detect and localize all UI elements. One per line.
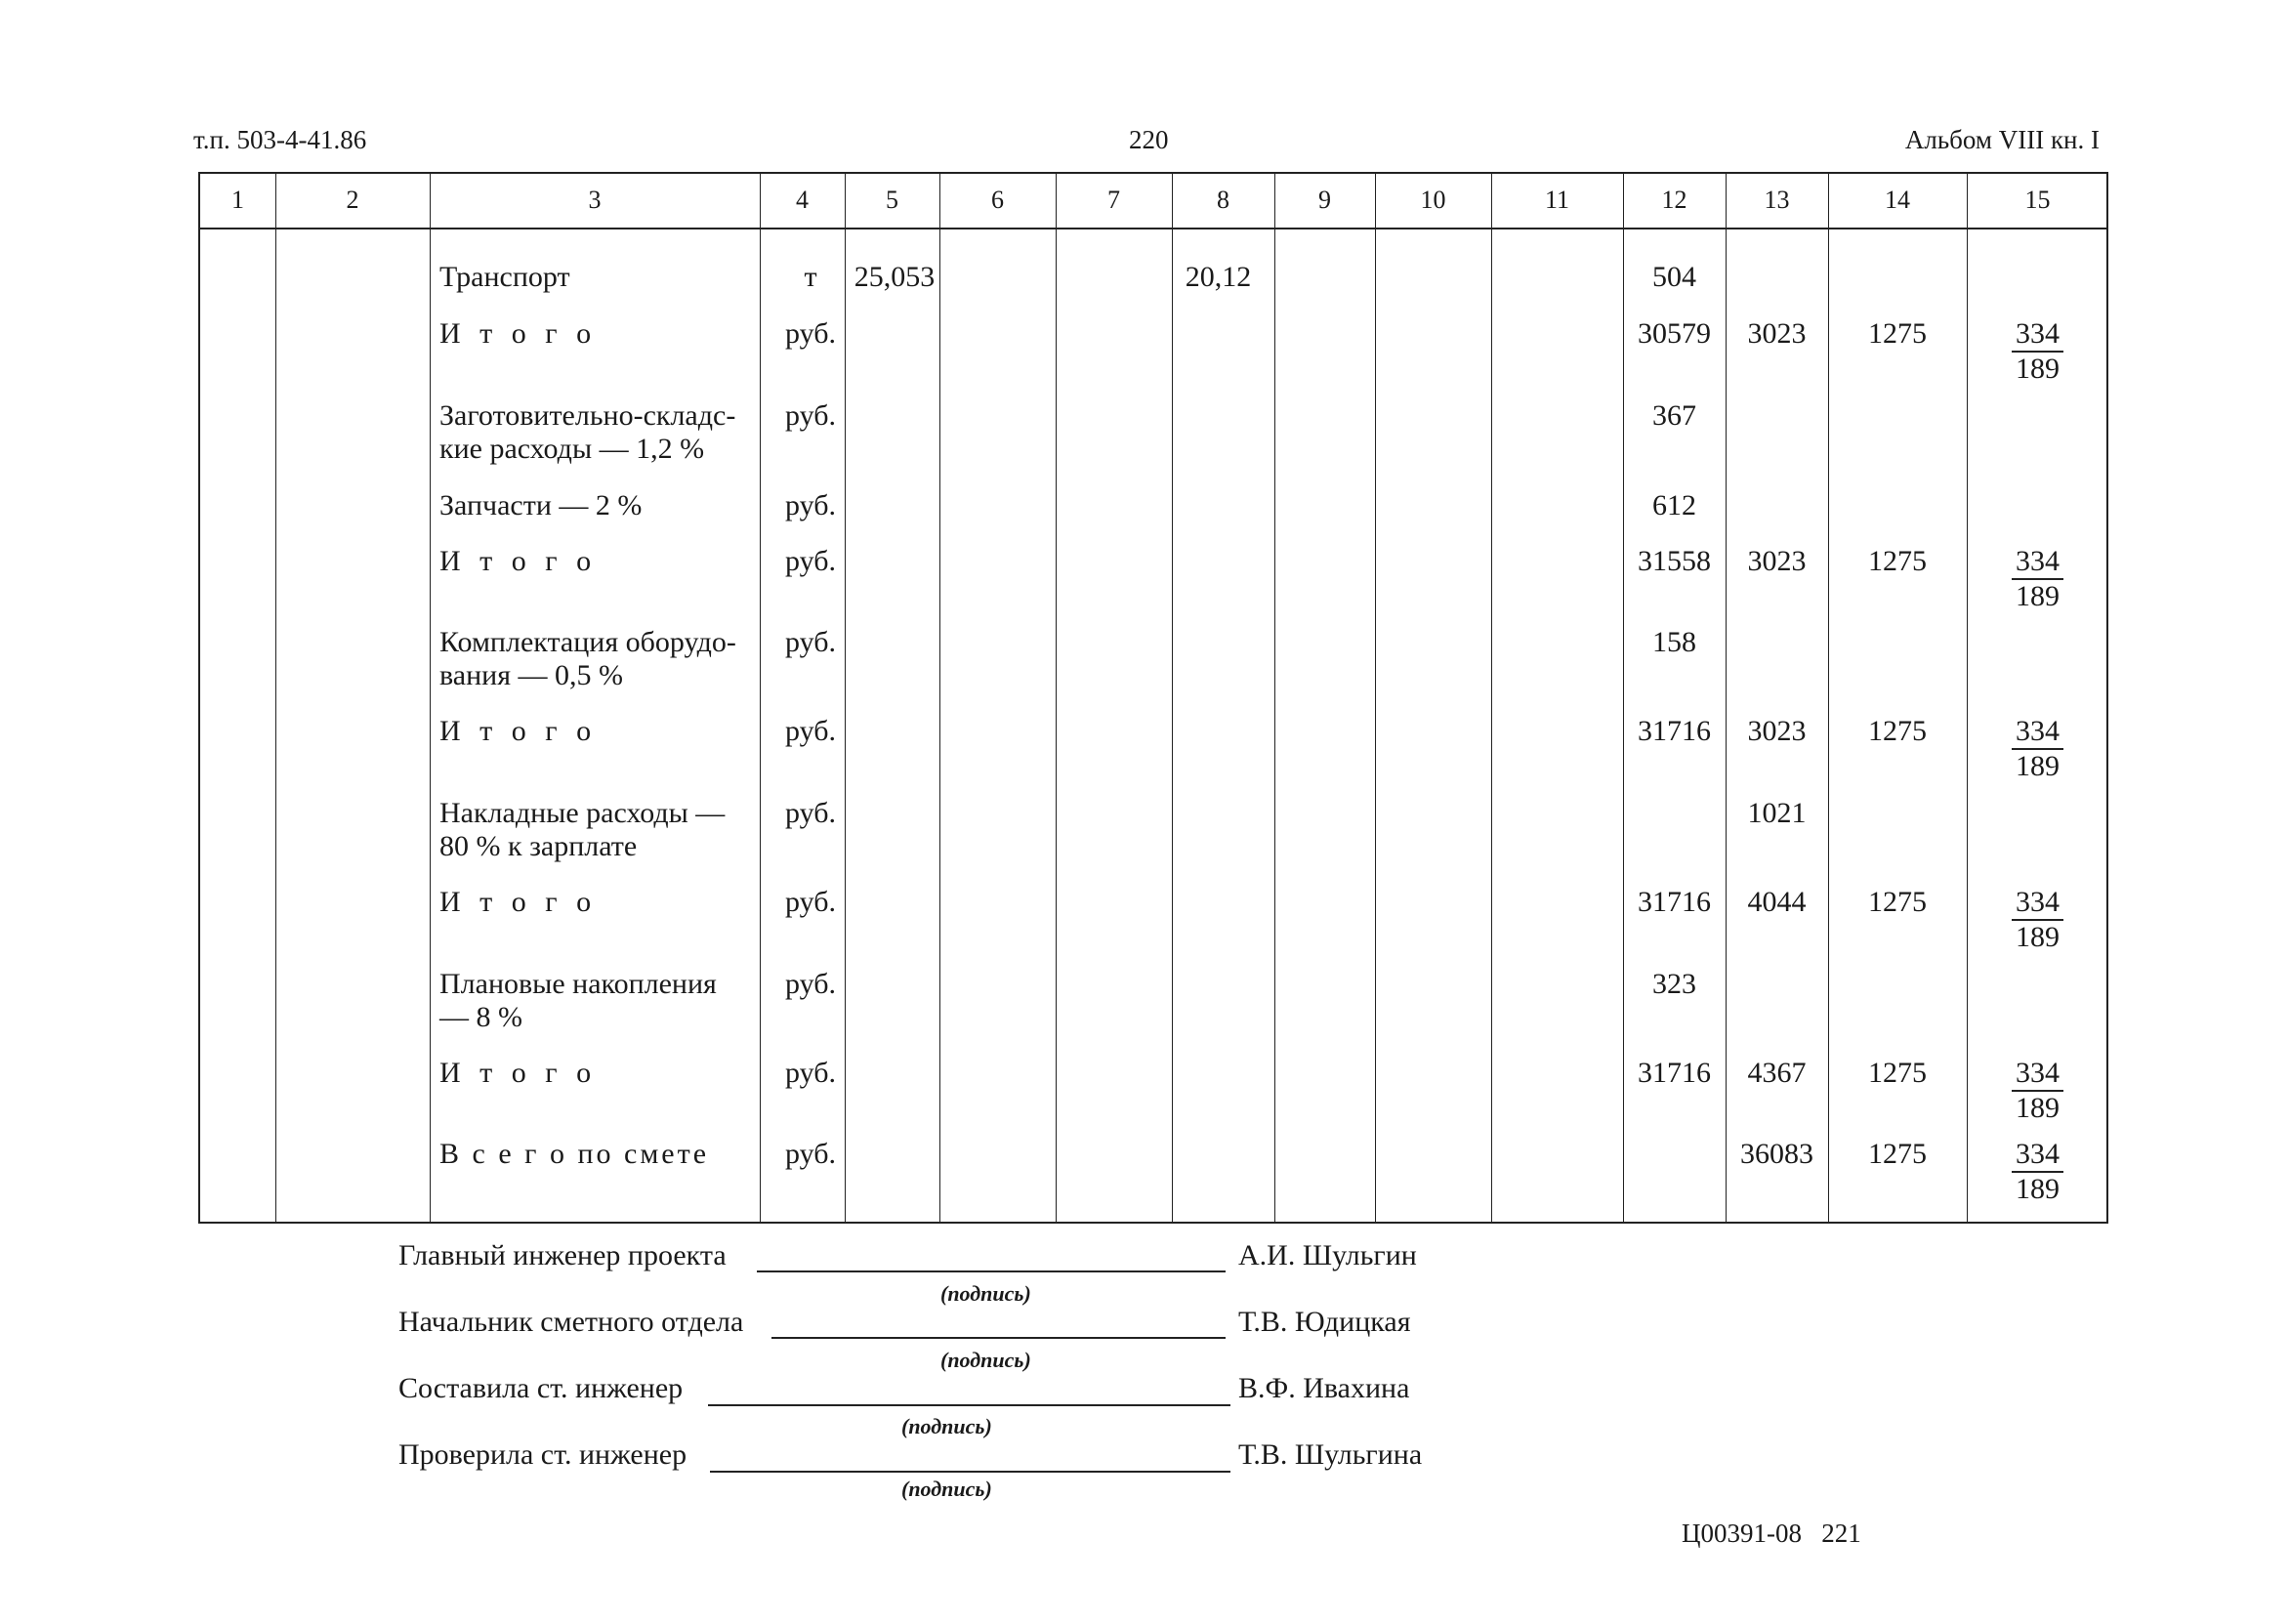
archive-code xyxy=(1682,1519,1861,1549)
header-divider xyxy=(200,228,2106,229)
row-machines: 1275 xyxy=(1868,715,1927,747)
row-machines: 1275 xyxy=(1868,545,1927,577)
column-divider xyxy=(1056,174,1057,1222)
row-rate: 20,12 xyxy=(1185,261,1252,293)
row-total: 612 xyxy=(1652,489,1696,521)
fraction-numerator: 334 xyxy=(2012,1057,2063,1092)
signature-note: (подпись) xyxy=(940,1348,1031,1372)
column-number: 6 xyxy=(991,186,1004,214)
fraction-denominator: 189 xyxy=(2016,750,2060,782)
column-number: 7 xyxy=(1107,186,1120,214)
row-total: 31716 xyxy=(1638,715,1711,747)
fraction-denominator: 189 xyxy=(2016,1173,2060,1205)
row-unit: руб. xyxy=(785,1138,836,1170)
row-name: Запчасти — 2 % xyxy=(439,489,643,521)
archive-code-value: Ц00391-08 xyxy=(1682,1519,1802,1548)
row-unit: руб. xyxy=(785,545,836,577)
document-code: т.п. 503-4-41.86 xyxy=(193,125,367,154)
row-wages: 3023 xyxy=(1747,545,1807,577)
signature-role: Главный инженер проекта xyxy=(398,1239,727,1271)
row-machines: 1275 xyxy=(1868,317,1927,350)
row-name: И т о г о xyxy=(439,545,598,577)
row-wages: 1021 xyxy=(1747,797,1807,829)
row-unit: руб. xyxy=(785,715,836,747)
fraction-numerator: 334 xyxy=(2012,317,2063,353)
fraction-numerator: 334 xyxy=(2012,886,2063,921)
signature-name: Т.В. Юдицкая xyxy=(1238,1306,1411,1338)
row-name: Заготовительно-складс-кие расходы — 1,2 % xyxy=(439,399,736,465)
row-total: 31716 xyxy=(1638,886,1711,918)
column-number: 8 xyxy=(1217,186,1229,214)
row-unit: руб. xyxy=(785,489,836,521)
row-name: И т о г о xyxy=(439,886,598,918)
archive-page: 221 xyxy=(1821,1519,1861,1548)
column-number: 12 xyxy=(1661,186,1687,214)
row-name: И т о г о xyxy=(439,317,598,350)
row-total: 158 xyxy=(1652,626,1696,658)
row-unit: руб. xyxy=(785,317,836,350)
signature-name: В.Ф. Ивахина xyxy=(1238,1372,1410,1404)
column-number: 9 xyxy=(1318,186,1331,214)
column-divider xyxy=(939,174,940,1222)
row-total: 367 xyxy=(1652,399,1696,432)
signature-name: А.И. Шульгин xyxy=(1238,1239,1417,1271)
row-wages: 4367 xyxy=(1747,1057,1807,1089)
signature-role: Проверила ст. инженер xyxy=(398,1438,687,1471)
row-name: Комплектация оборудо-вания — 0,5 % xyxy=(439,626,736,691)
row-fraction xyxy=(1967,1138,2108,1206)
row-machines: 1275 xyxy=(1868,886,1927,918)
signature-line xyxy=(771,1337,1226,1339)
fraction-numerator: 334 xyxy=(2012,715,2063,750)
column-divider xyxy=(1491,174,1492,1222)
row-wages: 4044 xyxy=(1747,886,1807,918)
row-name: И т о г о xyxy=(439,715,598,747)
row-unit: руб. xyxy=(785,797,836,829)
row-wages: 3023 xyxy=(1747,715,1807,747)
page-number: 220 xyxy=(1129,125,1169,154)
row-fraction xyxy=(1967,886,2108,954)
fraction-denominator: 189 xyxy=(2016,1092,2060,1124)
column-divider xyxy=(760,174,761,1222)
row-unit: руб. xyxy=(785,886,836,918)
fraction-numerator: 334 xyxy=(2012,1138,2063,1173)
row-quantity: 25,053 xyxy=(854,261,936,293)
row-total: 504 xyxy=(1652,261,1696,293)
column-number: 14 xyxy=(1885,186,1910,214)
row-machines: 1275 xyxy=(1868,1057,1927,1089)
signature-note: (подпись) xyxy=(940,1281,1031,1306)
row-total: 323 xyxy=(1652,968,1696,1000)
row-total: 31558 xyxy=(1638,545,1711,577)
fraction-denominator: 189 xyxy=(2016,353,2060,385)
row-unit: руб. xyxy=(785,399,836,432)
row-fraction xyxy=(1967,715,2108,783)
row-unit: руб. xyxy=(785,968,836,1000)
column-number: 4 xyxy=(796,186,809,214)
row-fraction xyxy=(1967,317,2108,386)
column-number: 10 xyxy=(1420,186,1446,214)
signature-role: Начальник сметного отдела xyxy=(398,1306,744,1338)
row-machines: 1275 xyxy=(1868,1138,1927,1170)
signature-note: (подпись) xyxy=(901,1477,992,1501)
row-name: И т о г о xyxy=(439,1057,598,1089)
column-number: 3 xyxy=(588,186,602,214)
row-name: Транспорт xyxy=(439,261,570,293)
row-name: В с е г о по смете xyxy=(439,1138,710,1170)
row-unit: руб. xyxy=(785,1057,836,1089)
fraction-denominator: 189 xyxy=(2016,580,2060,612)
column-number: 11 xyxy=(1544,186,1570,214)
column-number: 5 xyxy=(886,186,898,214)
fraction-denominator: 189 xyxy=(2016,921,2060,953)
column-number: 13 xyxy=(1764,186,1790,214)
row-total: 31716 xyxy=(1638,1057,1711,1089)
column-number: 1 xyxy=(231,186,244,214)
column-divider xyxy=(275,174,276,1222)
album-label: Альбом VIII кн. I xyxy=(1904,125,2100,154)
signature-line xyxy=(757,1270,1226,1272)
signature-line xyxy=(708,1404,1230,1406)
column-divider xyxy=(1375,174,1376,1222)
row-wages: 36083 xyxy=(1740,1138,1813,1170)
row-name: Плановые накопления — 8 % xyxy=(439,968,717,1033)
row-total: 30579 xyxy=(1638,317,1711,350)
column-divider xyxy=(430,174,431,1222)
fraction-numerator: 334 xyxy=(2012,545,2063,580)
column-divider xyxy=(1172,174,1173,1222)
column-number: 2 xyxy=(346,186,359,214)
column-divider xyxy=(1274,174,1275,1222)
row-fraction xyxy=(1967,545,2108,613)
column-number: 15 xyxy=(2024,186,2051,214)
estimate-table xyxy=(198,172,2108,1224)
signature-line xyxy=(710,1471,1230,1473)
row-unit: руб. xyxy=(785,626,836,658)
signature-note: (подпись) xyxy=(901,1414,992,1438)
signature-role: Составила ст. инженер xyxy=(398,1372,684,1404)
row-fraction xyxy=(1967,1057,2108,1125)
signature-name: Т.В. Шульгина xyxy=(1238,1438,1423,1471)
row-unit: т xyxy=(804,261,817,293)
row-name: Накладные расходы — 80 % к зарплате xyxy=(439,797,726,862)
row-wages: 3023 xyxy=(1747,317,1807,350)
